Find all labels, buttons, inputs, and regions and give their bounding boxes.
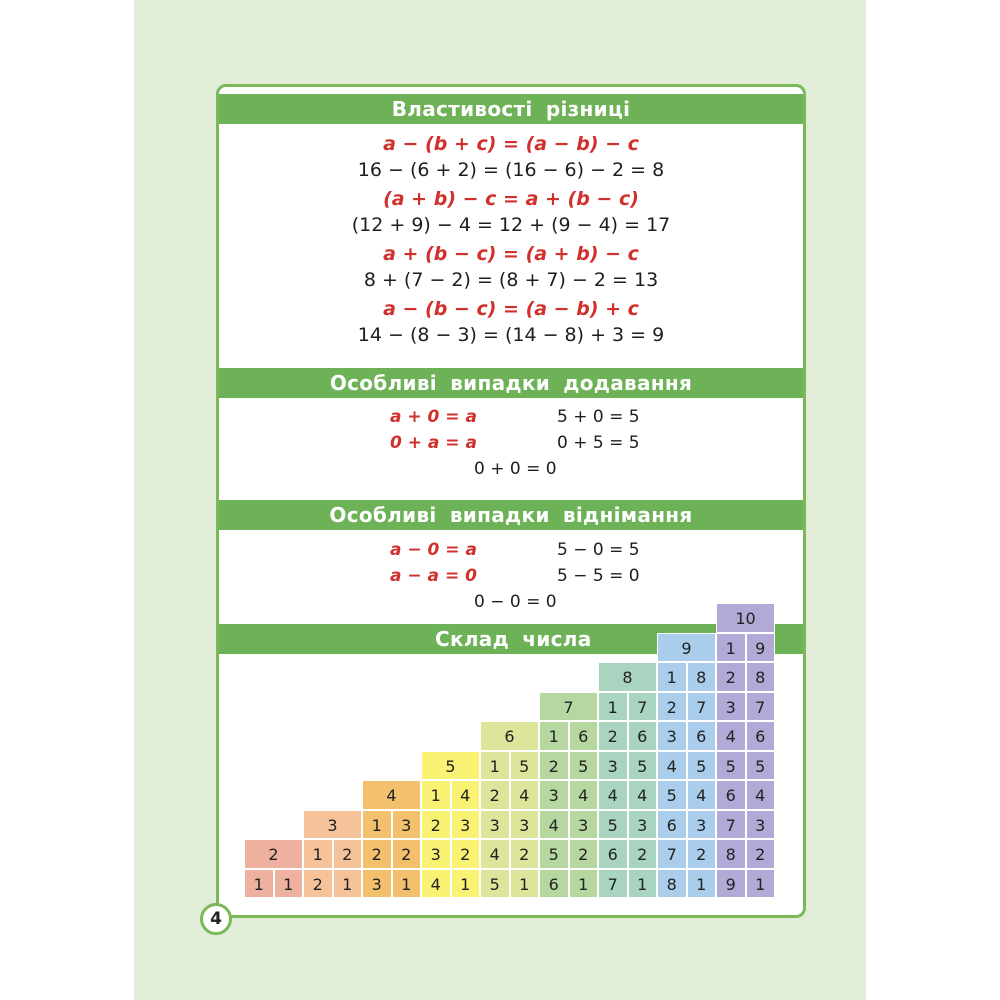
composition-pair-cell: 5: [657, 780, 687, 810]
composition-number-tile: 2: [244, 839, 303, 869]
composition-pair-cell: 4: [657, 751, 687, 781]
composition-pair-cell: 2: [628, 839, 658, 869]
composition-pair-cell: 7: [598, 869, 628, 899]
composition-pair-cell: 8: [657, 869, 687, 899]
composition-pair-cell: 3: [716, 692, 746, 722]
composition-pair-cell: 2: [392, 839, 422, 869]
composition-pair-cell: 5: [598, 810, 628, 840]
composition-pair-cell: 2: [451, 839, 481, 869]
example-line: 5 + 0 = 5: [557, 407, 640, 427]
composition-pair-cell: 5: [510, 751, 540, 781]
composition-pair-cell: 1: [687, 869, 717, 899]
composition-pair-cell: 1: [716, 633, 746, 663]
composition-pair-cell: 1: [333, 869, 363, 899]
composition-number-tile: 7: [539, 692, 598, 722]
composition-pair-cell: 2: [657, 692, 687, 722]
composition-pair-cell: 6: [569, 721, 599, 751]
composition-number-tile: 9: [657, 633, 716, 663]
formula-line: a − 0 = a: [390, 540, 477, 560]
formula-line: a − (b + c) = (a − b) − c: [383, 133, 639, 155]
composition-pair-cell: 6: [598, 839, 628, 869]
composition-pair-cell: 3: [628, 810, 658, 840]
composition-pair-cell: 6: [716, 780, 746, 810]
composition-number-tile: 8: [598, 662, 657, 692]
example-line: 0 + 5 = 5: [557, 433, 640, 453]
composition-pair-cell: 3: [569, 810, 599, 840]
composition-pair-cell: 4: [687, 780, 717, 810]
composition-number-tile: 3: [303, 810, 362, 840]
section-title-subtraction: Особливі випадки віднімання: [219, 500, 803, 530]
example-line: 14 − (8 − 3) = (14 − 8) + 3 = 9: [357, 324, 665, 346]
composition-pair-cell: 3: [510, 810, 540, 840]
composition-pair-cell: 2: [539, 751, 569, 781]
composition-pair-cell: 7: [716, 810, 746, 840]
composition-pair-cell: 9: [746, 633, 776, 663]
composition-pair-cell: 3: [539, 780, 569, 810]
composition-pair-cell: 6: [746, 721, 776, 751]
formula-line: a + 0 = a: [390, 407, 477, 427]
composition-pair-cell: 1: [657, 662, 687, 692]
composition-number-tile: 5: [421, 751, 480, 781]
composition-pair-cell: 2: [421, 810, 451, 840]
composition-number-tile: 10: [716, 603, 775, 633]
composition-pair-cell: 5: [687, 751, 717, 781]
composition-pair-cell: 3: [362, 869, 392, 899]
formula-line: a − a = 0: [390, 566, 477, 586]
composition-pair-cell: 6: [657, 810, 687, 840]
composition-number-tile: 6: [480, 721, 539, 751]
composition-pair-cell: 1: [746, 869, 776, 899]
section-title-addition: Особливі випадки додавання: [219, 368, 803, 398]
composition-pair-cell: 6: [628, 721, 658, 751]
example-line: 0 − 0 = 0: [474, 592, 557, 612]
example-line: 5 − 0 = 5: [557, 540, 640, 560]
composition-pair-cell: 4: [539, 810, 569, 840]
composition-pair-cell: 5: [746, 751, 776, 781]
composition-pair-cell: 1: [480, 751, 510, 781]
composition-pair-cell: 8: [716, 839, 746, 869]
composition-pair-cell: 1: [392, 869, 422, 899]
composition-pair-cell: 2: [480, 780, 510, 810]
composition-pair-cell: 4: [451, 780, 481, 810]
composition-pair-cell: 3: [657, 721, 687, 751]
composition-pair-cell: 2: [746, 839, 776, 869]
composition-pair-cell: 7: [628, 692, 658, 722]
composition-pair-cell: 3: [451, 810, 481, 840]
composition-pair-cell: 1: [274, 869, 304, 899]
composition-pair-cell: 1: [244, 869, 274, 899]
composition-pair-cell: 5: [569, 751, 599, 781]
composition-pair-cell: 5: [628, 751, 658, 781]
section-title-difference: Властивості різниці: [219, 94, 803, 124]
composition-pair-cell: 3: [480, 810, 510, 840]
composition-pair-cell: 3: [687, 810, 717, 840]
composition-pair-cell: 1: [510, 869, 540, 899]
composition-pair-cell: 4: [569, 780, 599, 810]
composition-pair-cell: 2: [362, 839, 392, 869]
composition-pair-cell: 2: [687, 839, 717, 869]
composition-pair-cell: 3: [746, 810, 776, 840]
composition-pair-cell: 4: [480, 839, 510, 869]
formula-line: a + (b − c) = (a + b) − c: [383, 243, 639, 265]
composition-pair-cell: 4: [746, 780, 776, 810]
composition-pair-cell: 2: [569, 839, 599, 869]
composition-pair-cell: 1: [362, 810, 392, 840]
composition-pair-cell: 6: [539, 869, 569, 899]
formula-line: (a + b) − c = a + (b − c): [383, 188, 639, 210]
section-title-composition: Склад числа: [219, 624, 803, 654]
composition-pair-cell: 2: [303, 869, 333, 899]
formula-line: 0 + a = a: [390, 433, 477, 453]
composition-pair-cell: 4: [598, 780, 628, 810]
composition-pair-cell: 1: [451, 869, 481, 899]
composition-pair-cell: 2: [510, 839, 540, 869]
composition-pair-cell: 5: [716, 751, 746, 781]
composition-pair-cell: 4: [628, 780, 658, 810]
example-line: (12 + 9) − 4 = 12 + (9 − 4) = 17: [351, 214, 671, 236]
example-line: 5 − 5 = 0: [557, 566, 640, 586]
composition-pair-cell: 9: [716, 869, 746, 899]
composition-pair-cell: 5: [480, 869, 510, 899]
composition-pair-cell: 1: [569, 869, 599, 899]
composition-pair-cell: 2: [333, 839, 363, 869]
composition-pair-cell: 7: [746, 692, 776, 722]
composition-pair-cell: 4: [510, 780, 540, 810]
composition-pair-cell: 3: [598, 751, 628, 781]
composition-pair-cell: 8: [687, 662, 717, 692]
composition-pair-cell: 4: [421, 869, 451, 899]
example-line: 0 + 0 = 0: [474, 459, 557, 479]
composition-pair-cell: 1: [628, 869, 658, 899]
composition-number-tile: 4: [362, 780, 421, 810]
composition-pair-cell: 8: [746, 662, 776, 692]
composition-pair-cell: 2: [716, 662, 746, 692]
example-line: 8 + (7 − 2) = (8 + 7) − 2 = 13: [363, 269, 659, 291]
composition-pair-cell: 1: [539, 721, 569, 751]
composition-pair-cell: 3: [421, 839, 451, 869]
example-line: 16 − (6 + 2) = (16 − 6) − 2 = 8: [357, 159, 665, 181]
composition-pair-cell: 2: [598, 721, 628, 751]
composition-pair-cell: 1: [598, 692, 628, 722]
composition-pair-cell: 5: [539, 839, 569, 869]
composition-pair-cell: 7: [687, 692, 717, 722]
composition-pair-cell: 3: [392, 810, 422, 840]
composition-pair-cell: 1: [303, 839, 333, 869]
composition-pair-cell: 4: [716, 721, 746, 751]
composition-pair-cell: 6: [687, 721, 717, 751]
formula-line: a − (b − c) = (a − b) + c: [383, 298, 639, 320]
composition-pair-cell: 7: [657, 839, 687, 869]
page-number: 4: [200, 903, 232, 935]
composition-pair-cell: 1: [421, 780, 451, 810]
